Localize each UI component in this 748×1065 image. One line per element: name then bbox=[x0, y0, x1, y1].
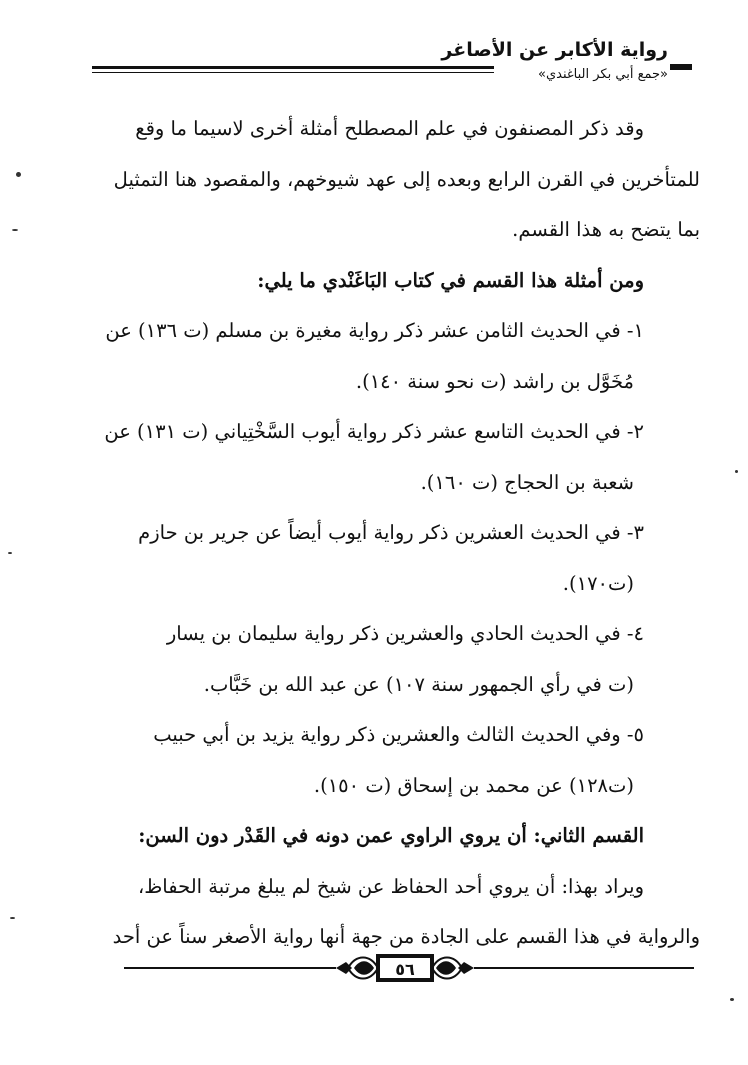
list-item-3-continuation: (ت١٧٠). bbox=[562, 571, 634, 595]
body-text bbox=[96, 104, 700, 963]
scan-speck bbox=[730, 998, 734, 1001]
page-number: ٥٦ bbox=[378, 956, 432, 980]
list-item-2-line: ٢- في الحديث التاسع عشر ذكر رواية أيوب السَّخْتِياني (ت ١٣١) عن bbox=[104, 420, 644, 443]
header-dash bbox=[670, 64, 692, 70]
list-item-1-continuation: مُخَوَّل بن راشد (ت نحو سنة ١٤٠). bbox=[355, 369, 634, 393]
running-header bbox=[92, 36, 692, 90]
list-item-1-line: ١- في الحديث الثامن عشر ذكر رواية مغيرة بن مسلم (ت ١٣٦) عن bbox=[105, 319, 644, 342]
scan-speck bbox=[10, 917, 15, 919]
header-rule-thick bbox=[92, 66, 494, 69]
footer-rule-right bbox=[474, 967, 694, 969]
scan-speck bbox=[8, 552, 12, 554]
list-item-4-continuation: (ت في رأي الجمهور سنة ١٠٧) عن عبد الله بن خَبَّاب. bbox=[203, 672, 634, 696]
header-rule-thin bbox=[92, 72, 494, 73]
list-item-5-line: ٥- وفي الحديث الثالث والعشرين ذكر رواية يزيد بن أبي حبيب bbox=[153, 723, 644, 746]
text-line: للمتأخرين في القرن الرابع وبعده إلى عهد شيوخهم، والمقصود هنا التمثيل bbox=[113, 167, 700, 191]
scan-speck bbox=[735, 470, 738, 473]
list-item-2-continuation: شعبة بن الحجاج (ت ١٦٠). bbox=[420, 470, 634, 494]
definition-line: ويراد بهذا: أن يروي أحد الحفاظ عن شيخ لم يبلغ مرتبة الحفاظ، bbox=[137, 874, 644, 898]
scan-speck bbox=[16, 172, 21, 177]
list-item-4-line: ٤- في الحديث الحادي والعشرين ذكر رواية سليمان بن يسار bbox=[166, 622, 644, 645]
list-item-5-continuation: (ت١٢٨) عن محمد بن إسحاق (ت ١٥٠). bbox=[313, 773, 634, 797]
text-line: وقد ذكر المصنفون في علم المصطلح أمثلة أخرى لاسيما ما وقع bbox=[135, 117, 644, 140]
section-intro-heading: ومن أمثلة هذا القسم في كتاب البَاغَنْدي ما يلي: bbox=[257, 268, 644, 292]
text-line: بما يتضح به هذا القسم. bbox=[512, 218, 700, 241]
footer-rule-left bbox=[124, 967, 336, 969]
section-heading-part-two: القسم الثاني: أن يروي الراوي عمن دونه في القَدْر دون السن: bbox=[138, 824, 644, 847]
page-footer bbox=[124, 948, 694, 988]
scan-speck bbox=[12, 229, 18, 231]
text-line: والرواية في هذا القسم على الجادة من جهة أنها رواية الأصغر سناً عن أحد bbox=[112, 925, 700, 948]
list-item-3-line: ٣- في الحديث العشرين ذكر رواية أيوب أيضاً عن جرير بن حازم bbox=[138, 521, 644, 544]
running-header-title: رواية الأكابر عن الأصاغر bbox=[441, 39, 668, 61]
running-header-subtitle: «جمع أبي بكر الباغندي» bbox=[538, 67, 668, 82]
